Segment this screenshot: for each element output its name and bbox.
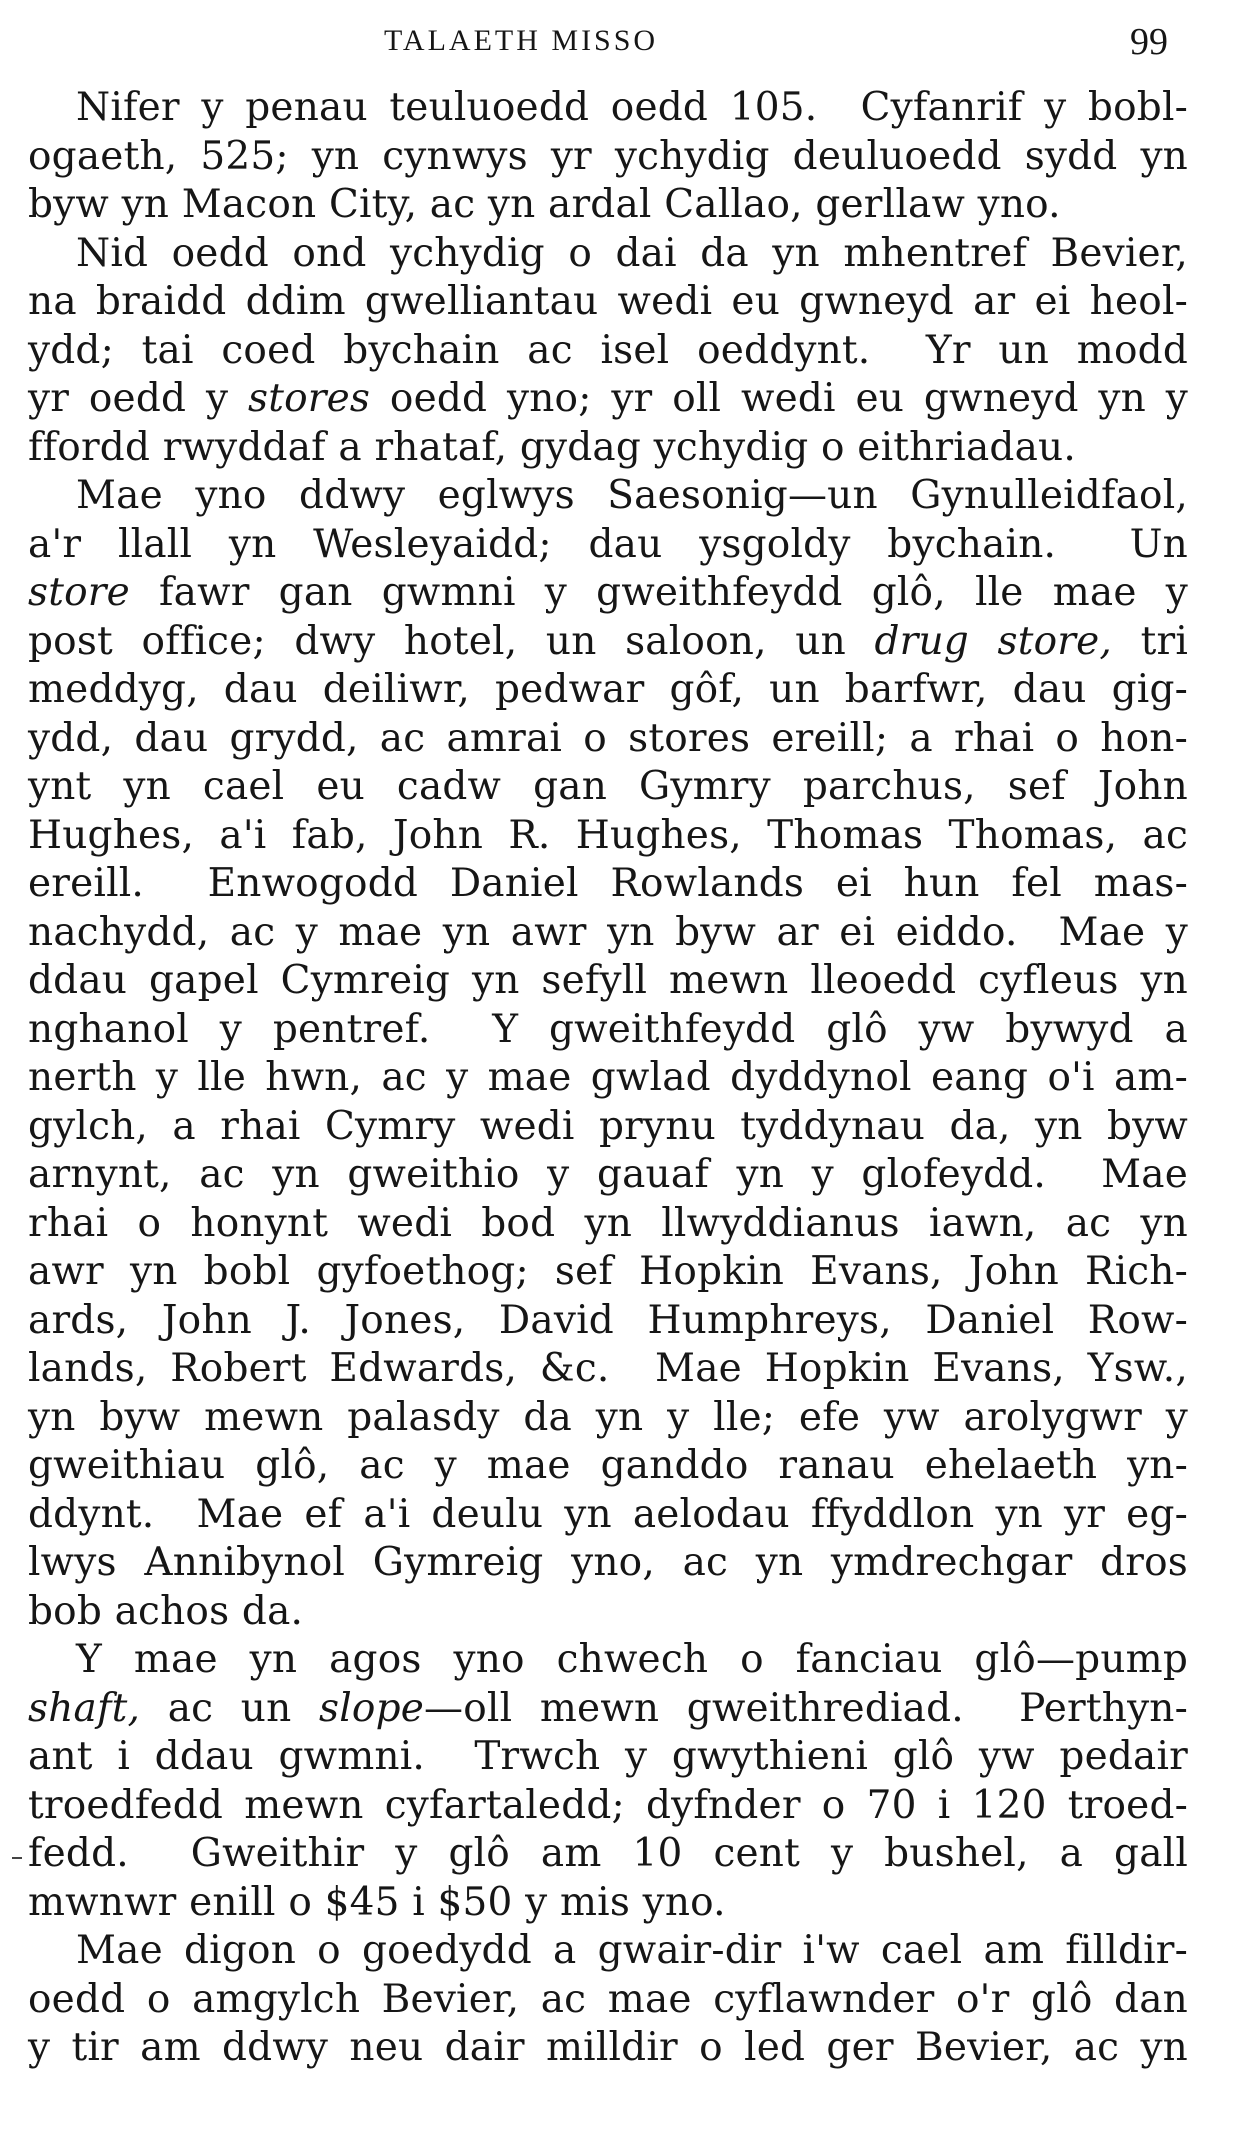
text-segment: yr oedd y (28, 376, 248, 421)
text-segment: lands, Robert Edwards, &c. Mae Hopkin Evans, Ysw., (28, 1346, 1188, 1391)
italic-text: slope (319, 1685, 425, 1731)
text-segment: yn byw mewn palasdy da yn y lle; efe yw arolygwr y (28, 1394, 1188, 1440)
text-line (28, 908, 1188, 958)
text-line (28, 2023, 1188, 2073)
text-line (28, 1732, 1188, 1782)
text-segment: byw yn Macon City, ac yn ardal Callao, gerllaw yno. (28, 182, 1061, 227)
text-line (28, 1102, 1188, 1152)
text-line (76, 1635, 1188, 1685)
text-segment: ogaeth, 525; yn cynwys yr ychydig deuluoedd sydd yn (28, 133, 1188, 179)
text-line (28, 1829, 1188, 1879)
text-segment: ydd; tai coed bychain ac isel oeddynt. Yr un modd (28, 327, 1188, 373)
italic-text: store (28, 570, 130, 615)
text-segment: ereill. Enwogodd Daniel Rowlands ei hun fel mas- (28, 861, 1188, 906)
italic-text: shaft, (28, 1685, 141, 1731)
text-line (28, 1247, 1188, 1297)
text-segment: y tir am ddwy neu dair milldir o led ger Bevier, ac yn (28, 2025, 1188, 2070)
text-segment: arnynt, ac yn gweithio y gauaf yn y glofeydd. Mae (28, 1152, 1188, 1197)
text-line (28, 180, 1188, 230)
text-line (28, 1053, 1188, 1103)
text-line (28, 1490, 1188, 1540)
text-segment: lwys Annibynol Gymreig yno, ac yn ymdrechgar dros (28, 1540, 1188, 1585)
text-segment: a'r llall yn Wesleyaidd; dau ysgoldy bychain. Un (28, 521, 1188, 567)
text-segment: ant i ddau gwmni. Trwch y gwythieni glô yw pedair (28, 1734, 1188, 1779)
text-segment: ddau gapel Cymreig yn sefyll mewn lleoedd cyfleus yn (28, 958, 1188, 1003)
text-line (28, 1538, 1188, 1588)
text-segment: ards, John J. Jones, David Humphreys, Daniel Row- (28, 1297, 1188, 1343)
text-line (28, 665, 1188, 715)
text-segment: gweithiau glô, ac y mae ganddo ranau ehelaeth yn- (28, 1443, 1188, 1488)
italic-text: stores (247, 376, 371, 421)
text-segment: Mae digon o goedydd a gwair-dir i'w cael am filldir- (76, 1928, 1188, 1973)
text-line (76, 1926, 1188, 1976)
text-line (76, 229, 1188, 279)
text-segment: nerth y lle hwn, ac y mae gwlad dyddynol eang o'i am- (28, 1055, 1188, 1100)
italic-text: drug store, (874, 618, 1113, 664)
text-line (28, 132, 1188, 182)
text-line (28, 277, 1188, 327)
text-segment: Mae yno ddwy eglwys Saesonig—un Gynulleidfaol, (76, 473, 1188, 518)
text-segment: —oll mewn gweithrediad. Perthyn- (424, 1685, 1188, 1731)
text-segment: ynt yn cael eu cadw gan Gymry parchus, sef John (28, 764, 1188, 809)
text-line (28, 956, 1188, 1006)
text-line (28, 374, 1188, 424)
text-segment: post office; dwy hotel, un saloon, un (28, 618, 875, 664)
text-segment: Nifer y penau teuluoedd oedd 105. Cyfanrif y bobl- (76, 85, 1188, 130)
text-segment: nghanol y pentref. Y gweithfeydd glô yw bywyd a (28, 1006, 1188, 1052)
text-line (28, 1150, 1188, 1200)
text-segment: gylch, a rhai Cymry wedi prynu tyddynau da, yn byw (28, 1103, 1188, 1149)
text-segment: ydd, dau grydd, ac amrai o stores ereill; a rhai o hon- (28, 715, 1188, 761)
text-segment: Nid oedd ond ychydig o dai da yn mhentref Bevier, (76, 230, 1188, 276)
text-line (28, 762, 1188, 812)
text-line (28, 1199, 1188, 1249)
text-segment: na braidd ddim gwelliantau wedi eu gwneyd ar ei heol- (28, 279, 1188, 324)
text-segment: oedd yno; yr oll wedi eu gwneyd yn y (370, 376, 1189, 421)
text-segment: Hughes, a'i fab, John R. Hughes, Thomas Thomas, ac (28, 812, 1188, 858)
running-title: TALAETH MISSO (384, 24, 659, 57)
text-segment: Y mae yn agos yno chwech o fanciau glô—pump (76, 1637, 1188, 1682)
text-segment: fawr gan gwmni y gweithfeydd glô, lle mae y (129, 570, 1188, 615)
text-segment: tri (1112, 618, 1188, 664)
text-segment: nachydd, ac y mae yn awr yn byw ar ei eiddo. Mae y (28, 909, 1188, 955)
text-segment: troedfedd mewn cyfartaledd; dyfnder o 70 i 120 troed- (28, 1782, 1188, 1828)
text-segment: meddyg, dau deiliwr, pedwar gôf, un barfwr, dau gig- (28, 667, 1188, 712)
text-segment: oedd o amgylch Bevier, ac mae cyflawnder o'r glô dan (28, 1976, 1188, 2022)
text-line (28, 1441, 1188, 1491)
text-segment: awr yn bobl gyfoethog; sef Hopkin Evans, John Rich- (28, 1249, 1188, 1294)
page-number: 99 (1130, 21, 1168, 63)
text-segment: ffordd rwyddaf a rhataf, gydag ychydig o eithriadau. (28, 424, 1076, 470)
text-line (28, 1975, 1188, 2025)
running-head (0, 20, 1233, 63)
text-line (28, 1587, 1188, 1637)
margin-mark (12, 1857, 22, 1859)
text-line (28, 1878, 1188, 1928)
text-line (28, 520, 1188, 570)
text-segment: fedd. Gweithir y glô am 10 cent y bushel, a gall (28, 1831, 1188, 1876)
text-line (28, 1344, 1188, 1394)
text-segment: rhai o honynt wedi bod yn llwyddianus iawn, ac yn (28, 1200, 1188, 1246)
text-line (28, 326, 1188, 376)
text-line (28, 1005, 1188, 1055)
text-line (28, 811, 1188, 861)
text-line (28, 568, 1188, 618)
text-line (28, 859, 1188, 909)
text-line (28, 423, 1188, 473)
text-segment: bob achos da. (28, 1588, 304, 1634)
text-line (76, 471, 1188, 521)
text-line (28, 1781, 1188, 1831)
text-line (28, 1296, 1188, 1346)
text-segment: mwnwr enill o $45 i $50 y mis yno. (28, 1879, 726, 1925)
text-line (28, 1393, 1188, 1443)
text-line (28, 617, 1188, 667)
text-line (28, 714, 1188, 764)
text-segment: ac un (140, 1685, 320, 1731)
text-line (76, 83, 1188, 133)
text-segment: ddynt. Mae ef a'i deulu yn aelodau ffyddlon yn yr eg- (28, 1491, 1188, 1537)
text-line (28, 1684, 1188, 1734)
